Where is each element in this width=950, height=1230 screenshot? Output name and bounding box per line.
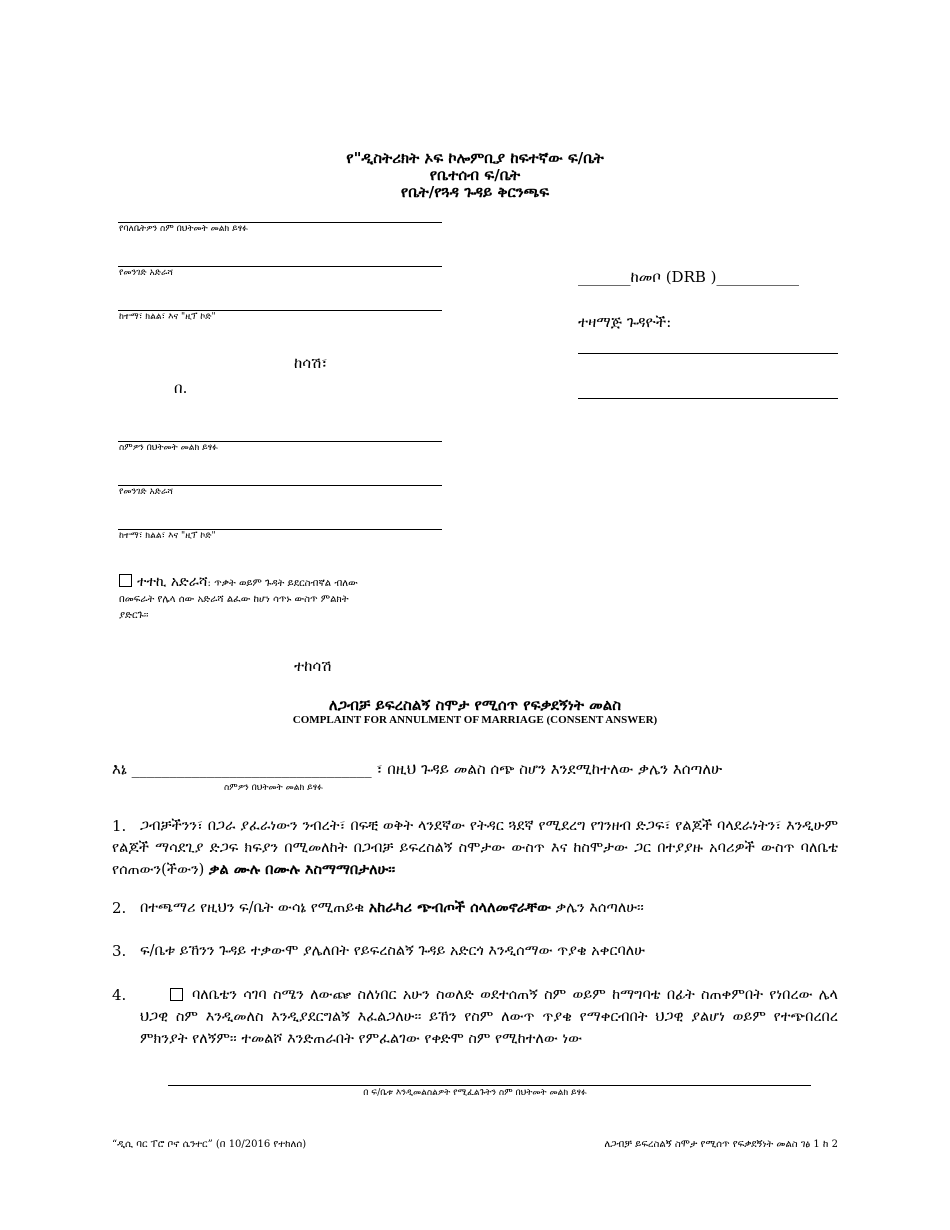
versus-label: በ.: [174, 379, 188, 397]
item-2-text: [140, 897, 840, 919]
item-3-text: ፍ/ቤቱ ይኸንን ጉዳይ ተቃውሞ ያሌለበት የይፍረስልኝ ጉዳይ አድርጎ እንዲሰማው ጥያቄ አቀርባለሁ: [140, 943, 645, 959]
item-4-text: ባለቤቴን ሳገባ ስሜን ለውጬ ስለነበር አሁን ስወለድ ወደተሰጠኝ ስም ወይም ከማግባቴ በፊት ስጠቀምበት የነበረው ሌላ ህጋዊ ስም እንዲመለስ እንዲያደርግልኝ እፈልጋለሁ፡፡ ይኸን የስም ለውጥ ጥያቄ የማቀርብበት ህጋዊ ያልሆነ ወይም የተጭበረበረ ምክንያት የለኝም፡፡ ተመልሾ እንድጠራበት የምፈልገው የቀድሞ ስም የሚከተለው ነው: [140, 987, 838, 1047]
form-title-english: COMPLAINT FOR ANNULMENT OF MARRIAGE (CONSENT ANSWER): [292, 714, 658, 726]
alt-address-checkbox[interactable]: [119, 574, 132, 587]
related-cases-label: ተዛማጅ ጉዳዮች:: [578, 313, 672, 331]
item-1-emphasis: ቃል ሙሉ በሙሉ እስማማበታለሁ፡፡: [208, 861, 396, 878]
case-number-prefix: _______: [578, 268, 631, 286]
item-2-number: 2.: [112, 899, 127, 917]
defendant-role: ተከሳሽ: [294, 657, 332, 675]
item-2-emphasis: አከራካሪ ጭብጦች ሰላለመኖራቸው: [368, 899, 552, 916]
related-case-line-1[interactable]: [578, 353, 838, 354]
case-number[interactable]: [578, 268, 799, 286]
court-branch: የቤት/የጓዳ ጉዳይ ቅርንጫፍ: [400, 183, 550, 201]
alt-address-block: [119, 574, 439, 624]
intro-name-hint: ስምዎን በህትመት መልክ ይፃፉ: [224, 783, 323, 793]
plaintiff-name-line[interactable]: [118, 222, 442, 223]
related-case-line-2[interactable]: [578, 398, 838, 399]
court-name: የ"ዲስትሪክት ኦፍ ኮሎምቢያ ከፍተኛው ፍ/ቤት: [346, 149, 604, 167]
item-2-end: ቃሌን እሰጣለሁ፡፡: [555, 900, 644, 916]
plaintiff-address-hint: የመንገድ አድራሻ: [119, 268, 174, 278]
defendant-address-hint: የመንገድ አድራሻ: [119, 487, 174, 497]
item-1-body: ጋብቻችንን፣ በጋራ ያፈራነውን ንብረት፣ በፍቺ ወቅት ላንደኛው የትዳር ጓደኛ የሚደረግ የገንዘብ ድጋፍ፣ የልጆች ባላደራነትን፣ እንዲሁም የልጆች ማሳደጊያ ድጋፍ ክፍያን በሚመለከት በጋብቻ ይፍረስልኝ ስሞታው ውስጥ እና ከስሞታው ጋር በተያያዙ አባሪዎች ውስጥ ባለቤቴ የሰጠውን(ችውን): [112, 818, 838, 878]
defendant-city-hint: ከተማ፣ ክልል፣ እና "ዚፕ ኮድ": [119, 531, 216, 541]
restore-name-hint: በ ፍ/ቤቱ እንዲመልስልዎት የሚፈልጉትን ስም በህትመት መልክ ይፃፉ: [363, 1088, 587, 1098]
alt-address-text-2: በመፍራት የሌላ ሰው አድራሻ ልፈው ከሆነ ሳጥኑ ውስጥ ምልክት: [119, 594, 349, 605]
alt-address-label: ተተኪ አድራሻ: [137, 574, 208, 590]
case-number-label: ከመቦ (DRB ): [630, 268, 717, 286]
plaintiff-city-line[interactable]: [118, 310, 442, 311]
item-2-body: በተጫማሪ የዚህን ፍ/ቤት ውሳኔ የሚጠይቁ: [140, 900, 365, 916]
item-1-number: 1.: [112, 817, 127, 835]
defendant-address-line[interactable]: [118, 485, 442, 486]
court-division: የቤተሰብ ፍ/ቤት: [429, 166, 521, 184]
footer-right: ለጋብቻ ይፍረስልኝ ስሞታ የሚሰጥ የፍቃደኝነት መልስ ገፅ 1 ከ 2: [604, 1139, 838, 1150]
form-title-amharic: ለጋብቻ ይፍረስልኝ ስሞታ የሚሰጥ የፍቃደኝነት መልስ: [328, 696, 622, 714]
intro-text: ፣ በዚህ ጉዳይ መልስ ሰጭ ስሆን እንደሚከተለው ቃሌን እሰጣለሁ: [376, 760, 723, 778]
restore-name-line[interactable]: [168, 1085, 811, 1086]
intro-name-blank[interactable]: ________________________________: [131, 760, 372, 778]
alt-address-text-1: : ጥቃት ወይም ጉዳት ይደርስብኛል ብለው: [207, 578, 358, 589]
intro-statement: [112, 760, 722, 778]
item-1-text: [112, 815, 838, 881]
item-3-number: 3.: [112, 942, 127, 960]
plaintiff-address-line[interactable]: [118, 266, 442, 267]
alt-address-text-3: ያድርጉ፡፡: [119, 610, 149, 621]
defendant-name-hint: ስምዎን በህትመት መልክ ይፃፉ: [119, 443, 218, 453]
item-4-number: 4.: [112, 986, 127, 1004]
defendant-city-line[interactable]: [118, 529, 442, 530]
intro-i: እኔ: [112, 760, 127, 778]
case-number-suffix: ___________: [716, 268, 800, 286]
defendant-name-line[interactable]: [118, 441, 442, 442]
plaintiff-name-hint: የባለቤትዎን ስም በህትመት መልክ ይፃፉ: [119, 224, 248, 234]
plaintiff-city-hint: ከተማ፣ ክልል፣ እና "ዚፕ ኮድ": [119, 312, 216, 322]
plaintiff-role: ከሳሽ፣: [294, 354, 328, 372]
footer-left: “ዲሲ ባር ፐሮ ቦኖ ሴንተር” (በ 10/2016 የተከለሰ): [112, 1139, 307, 1150]
